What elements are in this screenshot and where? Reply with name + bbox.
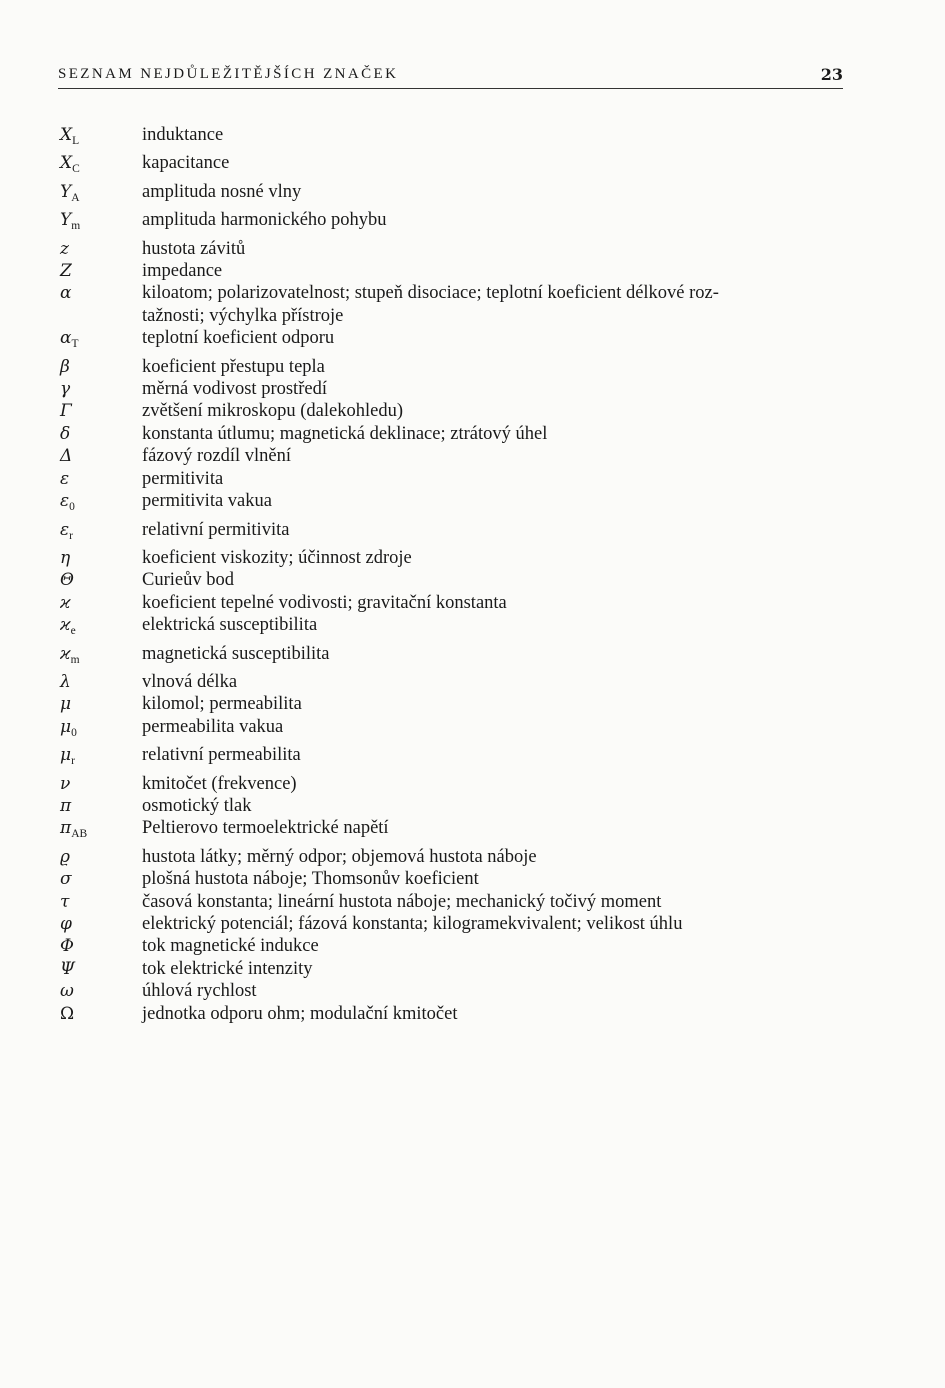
symbol-letter: μ bbox=[60, 694, 72, 715]
symbol bbox=[60, 795, 142, 817]
symbol-meaning bbox=[142, 238, 850, 260]
meaning-line: hustota závitů bbox=[142, 238, 246, 259]
symbol bbox=[60, 378, 142, 400]
meaning-line: fázový rozdíl vlnění bbox=[142, 446, 291, 467]
symbol bbox=[60, 980, 142, 1002]
list-item bbox=[60, 693, 850, 715]
list-item bbox=[60, 1003, 850, 1025]
meaning-line: konstanta útlumu; magnetická deklinace; ztrátový úhel bbox=[142, 423, 548, 444]
symbol bbox=[60, 124, 142, 152]
list-item bbox=[60, 744, 850, 772]
symbol-meaning bbox=[142, 958, 850, 980]
symbol bbox=[60, 891, 142, 913]
list-item bbox=[60, 569, 850, 591]
symbol-letter: π bbox=[60, 818, 72, 839]
symbol-meaning bbox=[142, 744, 850, 772]
list-item bbox=[60, 773, 850, 795]
list-item bbox=[60, 260, 850, 282]
symbol bbox=[60, 569, 142, 591]
symbol bbox=[60, 716, 142, 744]
symbol bbox=[60, 327, 142, 355]
list-item bbox=[60, 445, 850, 467]
symbol-letter: Y bbox=[60, 210, 72, 231]
meaning-line: permeabilita vakua bbox=[142, 716, 284, 737]
symbol-meaning bbox=[142, 1003, 850, 1025]
symbol bbox=[60, 152, 142, 180]
symbol-meaning bbox=[142, 980, 850, 1002]
meaning-line: elektrická susceptibilita bbox=[142, 615, 318, 636]
symbol-meaning bbox=[142, 152, 850, 180]
running-title: SEZNAM NEJDŮLEŽITĚJŠÍCH ZNAČEK bbox=[58, 66, 399, 82]
symbol bbox=[60, 592, 142, 614]
meaning-line: kmitočet (frekvence) bbox=[142, 773, 297, 794]
meaning-line: teplotní koeficient odporu bbox=[142, 328, 335, 349]
symbol-letter: γ bbox=[60, 379, 71, 400]
symbol bbox=[60, 643, 142, 671]
symbol-letter: δ bbox=[60, 423, 71, 444]
list-item bbox=[60, 423, 850, 445]
symbol-meaning bbox=[142, 817, 850, 845]
list-item bbox=[60, 181, 850, 209]
meaning-line: tok magnetické indukce bbox=[142, 936, 319, 957]
meaning-line: relativní permitivita bbox=[142, 519, 290, 540]
symbol-meaning bbox=[142, 519, 850, 547]
symbol-meaning bbox=[142, 868, 850, 890]
symbol-meaning bbox=[142, 445, 850, 467]
meaning-line: koeficient viskozity; účinnost zdroje bbox=[142, 547, 412, 568]
symbol bbox=[60, 423, 142, 445]
symbol-meaning bbox=[142, 846, 850, 868]
symbol-meaning bbox=[142, 260, 850, 282]
symbol bbox=[60, 773, 142, 795]
symbol-subscript: m bbox=[71, 220, 81, 233]
list-item bbox=[60, 614, 850, 642]
symbol bbox=[60, 490, 142, 518]
symbol-letter: ϰ bbox=[60, 615, 71, 636]
running-head bbox=[58, 66, 843, 89]
symbol-meaning bbox=[142, 378, 850, 400]
symbol-letter: ϰ bbox=[60, 592, 71, 613]
symbol-meaning bbox=[142, 547, 850, 569]
symbol-meaning bbox=[142, 773, 850, 795]
symbol-subscript: L bbox=[72, 135, 80, 147]
symbol-meaning bbox=[142, 490, 850, 518]
symbol bbox=[60, 282, 142, 327]
symbol bbox=[60, 209, 142, 237]
symbol-subscript: e bbox=[70, 625, 76, 638]
meaning-line: osmotický tlak bbox=[142, 795, 252, 816]
symbol bbox=[60, 519, 142, 547]
symbol-meaning bbox=[142, 614, 850, 642]
symbol-meaning bbox=[142, 400, 850, 422]
list-item bbox=[60, 282, 850, 327]
symbol-meaning bbox=[142, 935, 850, 957]
symbol-meaning bbox=[142, 423, 850, 445]
meaning-line: amplituda nosné vlny bbox=[142, 181, 302, 202]
symbol-subscript: 0 bbox=[69, 501, 75, 514]
symbol bbox=[60, 1003, 142, 1025]
symbol bbox=[60, 817, 142, 845]
symbol-meaning bbox=[142, 181, 850, 209]
meaning-line: koeficient tepelné vodivosti; gravitační konstanta bbox=[142, 592, 507, 613]
symbol-subscript: m bbox=[70, 653, 80, 666]
symbol bbox=[60, 260, 142, 282]
list-item bbox=[60, 958, 850, 980]
list-item bbox=[60, 547, 850, 569]
symbol-letter: X bbox=[60, 153, 73, 174]
list-item bbox=[60, 152, 850, 180]
symbol bbox=[60, 445, 142, 467]
meaning-line: relativní permeabilita bbox=[142, 745, 301, 766]
meaning-line: tažnosti; výchylka přístroje bbox=[142, 305, 344, 326]
symbol-subscript: r bbox=[71, 755, 75, 768]
symbol-letter: α bbox=[60, 328, 72, 349]
symbol-letter: η bbox=[60, 547, 71, 568]
symbol-letter: μ bbox=[60, 716, 72, 737]
meaning-line: induktance bbox=[142, 125, 224, 145]
list-item bbox=[60, 846, 850, 868]
symbol bbox=[60, 547, 142, 569]
list-item bbox=[60, 817, 850, 845]
symbol-letter: φ bbox=[60, 914, 72, 934]
meaning-line: jednotka odporu ohm; modulační kmitočet bbox=[142, 1003, 458, 1024]
symbol-letter: μ bbox=[60, 745, 72, 766]
list-item bbox=[60, 891, 850, 913]
list-item bbox=[60, 378, 850, 400]
meaning-line: impedance bbox=[142, 261, 223, 282]
symbol-subscript: AB bbox=[71, 828, 88, 841]
meaning-line: úhlová rychlost bbox=[142, 981, 257, 1002]
symbol-letter: Φ bbox=[60, 936, 74, 957]
list-item bbox=[60, 490, 850, 518]
symbol-letter: ϰ bbox=[60, 643, 71, 664]
symbol bbox=[60, 913, 142, 935]
symbol-meaning bbox=[142, 716, 850, 744]
symbol bbox=[60, 468, 142, 490]
meaning-line: kiloatom; polarizovatelnost; stupeň disociace; teplotní koeficient délkové roz- bbox=[142, 283, 719, 304]
meaning-line: amplituda harmonického pohybu bbox=[142, 210, 387, 231]
symbol-letter: α bbox=[60, 283, 72, 304]
symbol-letter: Ψ bbox=[60, 958, 75, 979]
meaning-line: zvětšení mikroskopu (dalekohledu) bbox=[142, 401, 403, 422]
symbol bbox=[60, 614, 142, 642]
symbol-meaning bbox=[142, 693, 850, 715]
symbol bbox=[60, 868, 142, 890]
list-item bbox=[60, 795, 850, 817]
list-item bbox=[60, 400, 850, 422]
symbol-letter: ε bbox=[60, 491, 70, 512]
symbol bbox=[60, 846, 142, 868]
symbol-letter: σ bbox=[60, 869, 72, 890]
symbol-meaning bbox=[142, 356, 850, 378]
symbol bbox=[60, 356, 142, 378]
meaning-line: kilomol; permeabilita bbox=[142, 694, 302, 715]
meaning-line: vlnová délka bbox=[142, 671, 238, 692]
symbol-subscript: A bbox=[71, 191, 80, 204]
symbol-letter: ε bbox=[60, 468, 70, 489]
symbol-meaning bbox=[142, 327, 850, 355]
symbol-letter: ε bbox=[60, 519, 70, 540]
symbol-meaning bbox=[142, 282, 850, 327]
symbol-subscript: 0 bbox=[71, 726, 77, 739]
meaning-line: tok elektrické intenzity bbox=[142, 958, 313, 979]
meaning-line: magnetická susceptibilita bbox=[142, 643, 330, 664]
meaning-line: permitivita bbox=[142, 468, 224, 489]
list-item bbox=[60, 124, 850, 152]
list-item bbox=[60, 209, 850, 237]
symbol-subscript: C bbox=[72, 163, 80, 176]
meaning-line: elektrický potenciál; fázová konstanta; kilogramekvivalent; velikost úhlu bbox=[142, 914, 683, 934]
list-item bbox=[60, 468, 850, 490]
list-item bbox=[60, 519, 850, 547]
list-item bbox=[60, 935, 850, 957]
symbol-subscript: T bbox=[71, 338, 79, 351]
symbol-letter: ϱ bbox=[60, 846, 70, 867]
symbol-letter: λ bbox=[60, 671, 71, 692]
meaning-line: měrná vodivost prostředí bbox=[142, 379, 327, 400]
meaning-line: Peltierovo termoelektrické napětí bbox=[142, 818, 389, 839]
symbol bbox=[60, 671, 142, 693]
symbol-meaning bbox=[142, 468, 850, 490]
symbol-letter: Ω bbox=[60, 1003, 75, 1024]
symbol-letter: Θ bbox=[60, 570, 74, 591]
symbol-letter: z bbox=[60, 238, 69, 259]
symbol-letter: β bbox=[60, 356, 70, 377]
symbol-letter: X bbox=[60, 125, 73, 145]
meaning-line: permitivita vakua bbox=[142, 491, 272, 512]
symbol-letter: Γ bbox=[60, 401, 72, 422]
list-item bbox=[60, 671, 850, 693]
symbol-meaning bbox=[142, 643, 850, 671]
symbol bbox=[60, 744, 142, 772]
symbol-letter: Y bbox=[60, 181, 72, 202]
list-item bbox=[60, 643, 850, 671]
symbol-letter: ν bbox=[60, 773, 71, 794]
symbol-letter: Z bbox=[60, 261, 72, 282]
symbol bbox=[60, 181, 142, 209]
symbol-meaning bbox=[142, 569, 850, 591]
list-item bbox=[60, 868, 850, 890]
symbol-meaning bbox=[142, 592, 850, 614]
symbol-letter: Δ bbox=[60, 446, 73, 467]
meaning-line: plošná hustota náboje; Thomsonův koeficient bbox=[142, 869, 479, 890]
symbol-letter: τ bbox=[60, 891, 70, 912]
symbol-list bbox=[60, 124, 850, 1025]
symbol bbox=[60, 958, 142, 980]
symbol-meaning bbox=[142, 124, 850, 152]
symbol-meaning bbox=[142, 913, 850, 935]
meaning-line: koeficient přestupu tepla bbox=[142, 356, 325, 377]
list-item bbox=[60, 356, 850, 378]
symbol-meaning bbox=[142, 209, 850, 237]
list-item bbox=[60, 980, 850, 1002]
symbol bbox=[60, 400, 142, 422]
symbol bbox=[60, 693, 142, 715]
symbol bbox=[60, 238, 142, 260]
list-item bbox=[60, 716, 850, 744]
symbol bbox=[60, 935, 142, 957]
list-item bbox=[60, 327, 850, 355]
symbol-meaning bbox=[142, 891, 850, 913]
list-item bbox=[60, 913, 850, 935]
meaning-line: kapacitance bbox=[142, 153, 230, 174]
symbol-meaning bbox=[142, 671, 850, 693]
page-number: 23 bbox=[820, 65, 843, 84]
meaning-line: hustota látky; měrný odpor; objemová hustota náboje bbox=[142, 846, 537, 867]
meaning-line: Curieův bod bbox=[142, 570, 234, 591]
list-item bbox=[60, 238, 850, 260]
symbol-meaning bbox=[142, 795, 850, 817]
symbol-letter: ω bbox=[60, 981, 74, 1002]
symbol-subscript: r bbox=[69, 529, 73, 542]
list-item bbox=[60, 592, 850, 614]
symbol-letter: π bbox=[60, 795, 72, 816]
meaning-line: časová konstanta; lineární hustota náboje; mechanický točivý moment bbox=[142, 891, 662, 912]
